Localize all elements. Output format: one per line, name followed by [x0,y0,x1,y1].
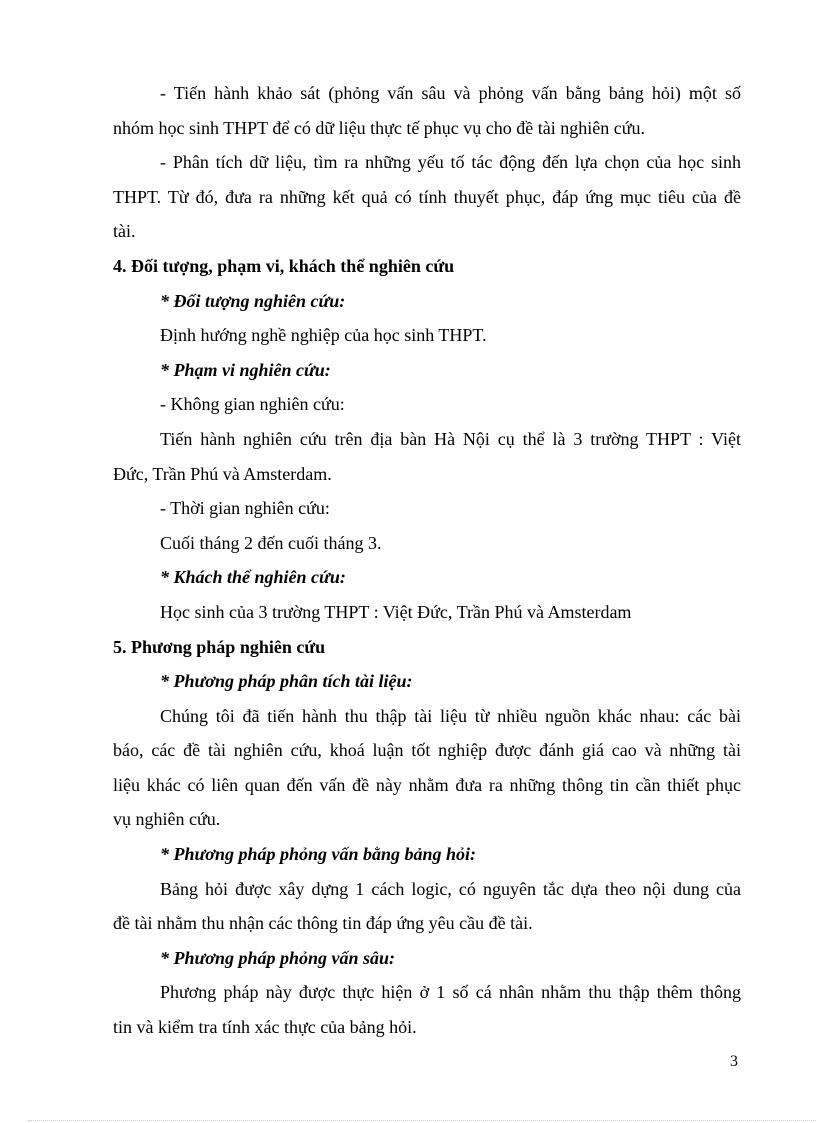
paragraph-line: Phương pháp này được thực hiện ở 1 số cá nhân nhằm thu thập thêm thông [160,982,741,1003]
section-heading: 4. Đối tượng, phạm vi, khách thể nghiên cứu [113,255,455,276]
paragraph-line: THPT. Từ đó, đưa ra những kết quả có tính thuyết phục, đáp ứng mục tiêu của đề [113,186,741,207]
paragraph-line: báo, các đề tài nghiên cứu, khoá luận tốt nghiệp được đánh giá cao và những tài [113,740,741,761]
paragraph-line: Cuối tháng 2 đến cuối tháng 3. [160,532,382,553]
paragraph-line: - Tiến hành khảo sát (phỏng vấn sâu và phỏng vấn bằng bảng hỏi) một số [160,83,741,103]
paragraph-line: Chúng tôi đã tiến hành thu thập tài liệu từ nhiều nguồn khác nhau: các bài [160,705,741,726]
paragraph-line: nhóm học sinh THPT để có dữ liệu thực tế phục vụ cho đề tài nghiên cứu. [113,117,646,138]
paragraph-line: vụ nghiên cứu. [113,809,221,830]
subsection-heading: * Phạm vi nghiên cứu: [160,359,331,380]
paragraph-line: Đức, Trần Phú và Amsterdam. [113,463,332,484]
paragraph-line: đề tài nhằm thu nhận các thông tin đáp ứng yêu cầu đề tài. [113,913,533,934]
paragraph-line: Tiến hành nghiên cứu trên địa bàn Hà Nội cụ thể là 3 trường THPT : Việt [160,428,741,449]
paragraph-line: tài. [113,221,136,242]
page-number: 3 [730,1053,738,1070]
subsection-heading: * Khách thể nghiên cứu: [160,567,346,588]
paragraph-line: - Phân tích dữ liệu, tìm ra những yếu tố tác động đến lựa chọn của học sinh [160,152,741,173]
paragraph-line: liệu khác có liên quan đến vấn đề này nhằm đưa ra những thông tin cần thiết phục [113,774,741,795]
paragraph-line: Học sinh của 3 trường THPT : Việt Đức, Trần Phú và Amsterdam [160,601,632,622]
footer-divider [28,1120,816,1121]
subsection-heading: * Phương pháp phỏng vấn bằng bảng hỏi: [160,844,477,865]
subsection-heading: * Phương pháp phỏng vấn sâu: [160,947,396,968]
paragraph-line: - Thời gian nghiên cứu: [160,498,330,519]
paragraph-line: Định hướng nghề nghiệp của học sinh THPT. [160,325,487,346]
subsection-heading: * Đối tượng nghiên cứu: [160,290,346,311]
paragraph-line: Bảng hỏi được xây dựng 1 cách logic, có nguyên tắc dựa theo nội dung của [160,878,741,899]
section-heading: 5. Phương pháp nghiên cứu [113,636,326,657]
document-body [113,76,741,1045]
paragraph-line: - Không gian nghiên cứu: [160,394,345,415]
subsection-heading: * Phương pháp phân tích tài liệu: [160,671,413,692]
paragraph-line: tin và kiểm tra tính xác thực của bảng hỏi. [113,1017,417,1038]
